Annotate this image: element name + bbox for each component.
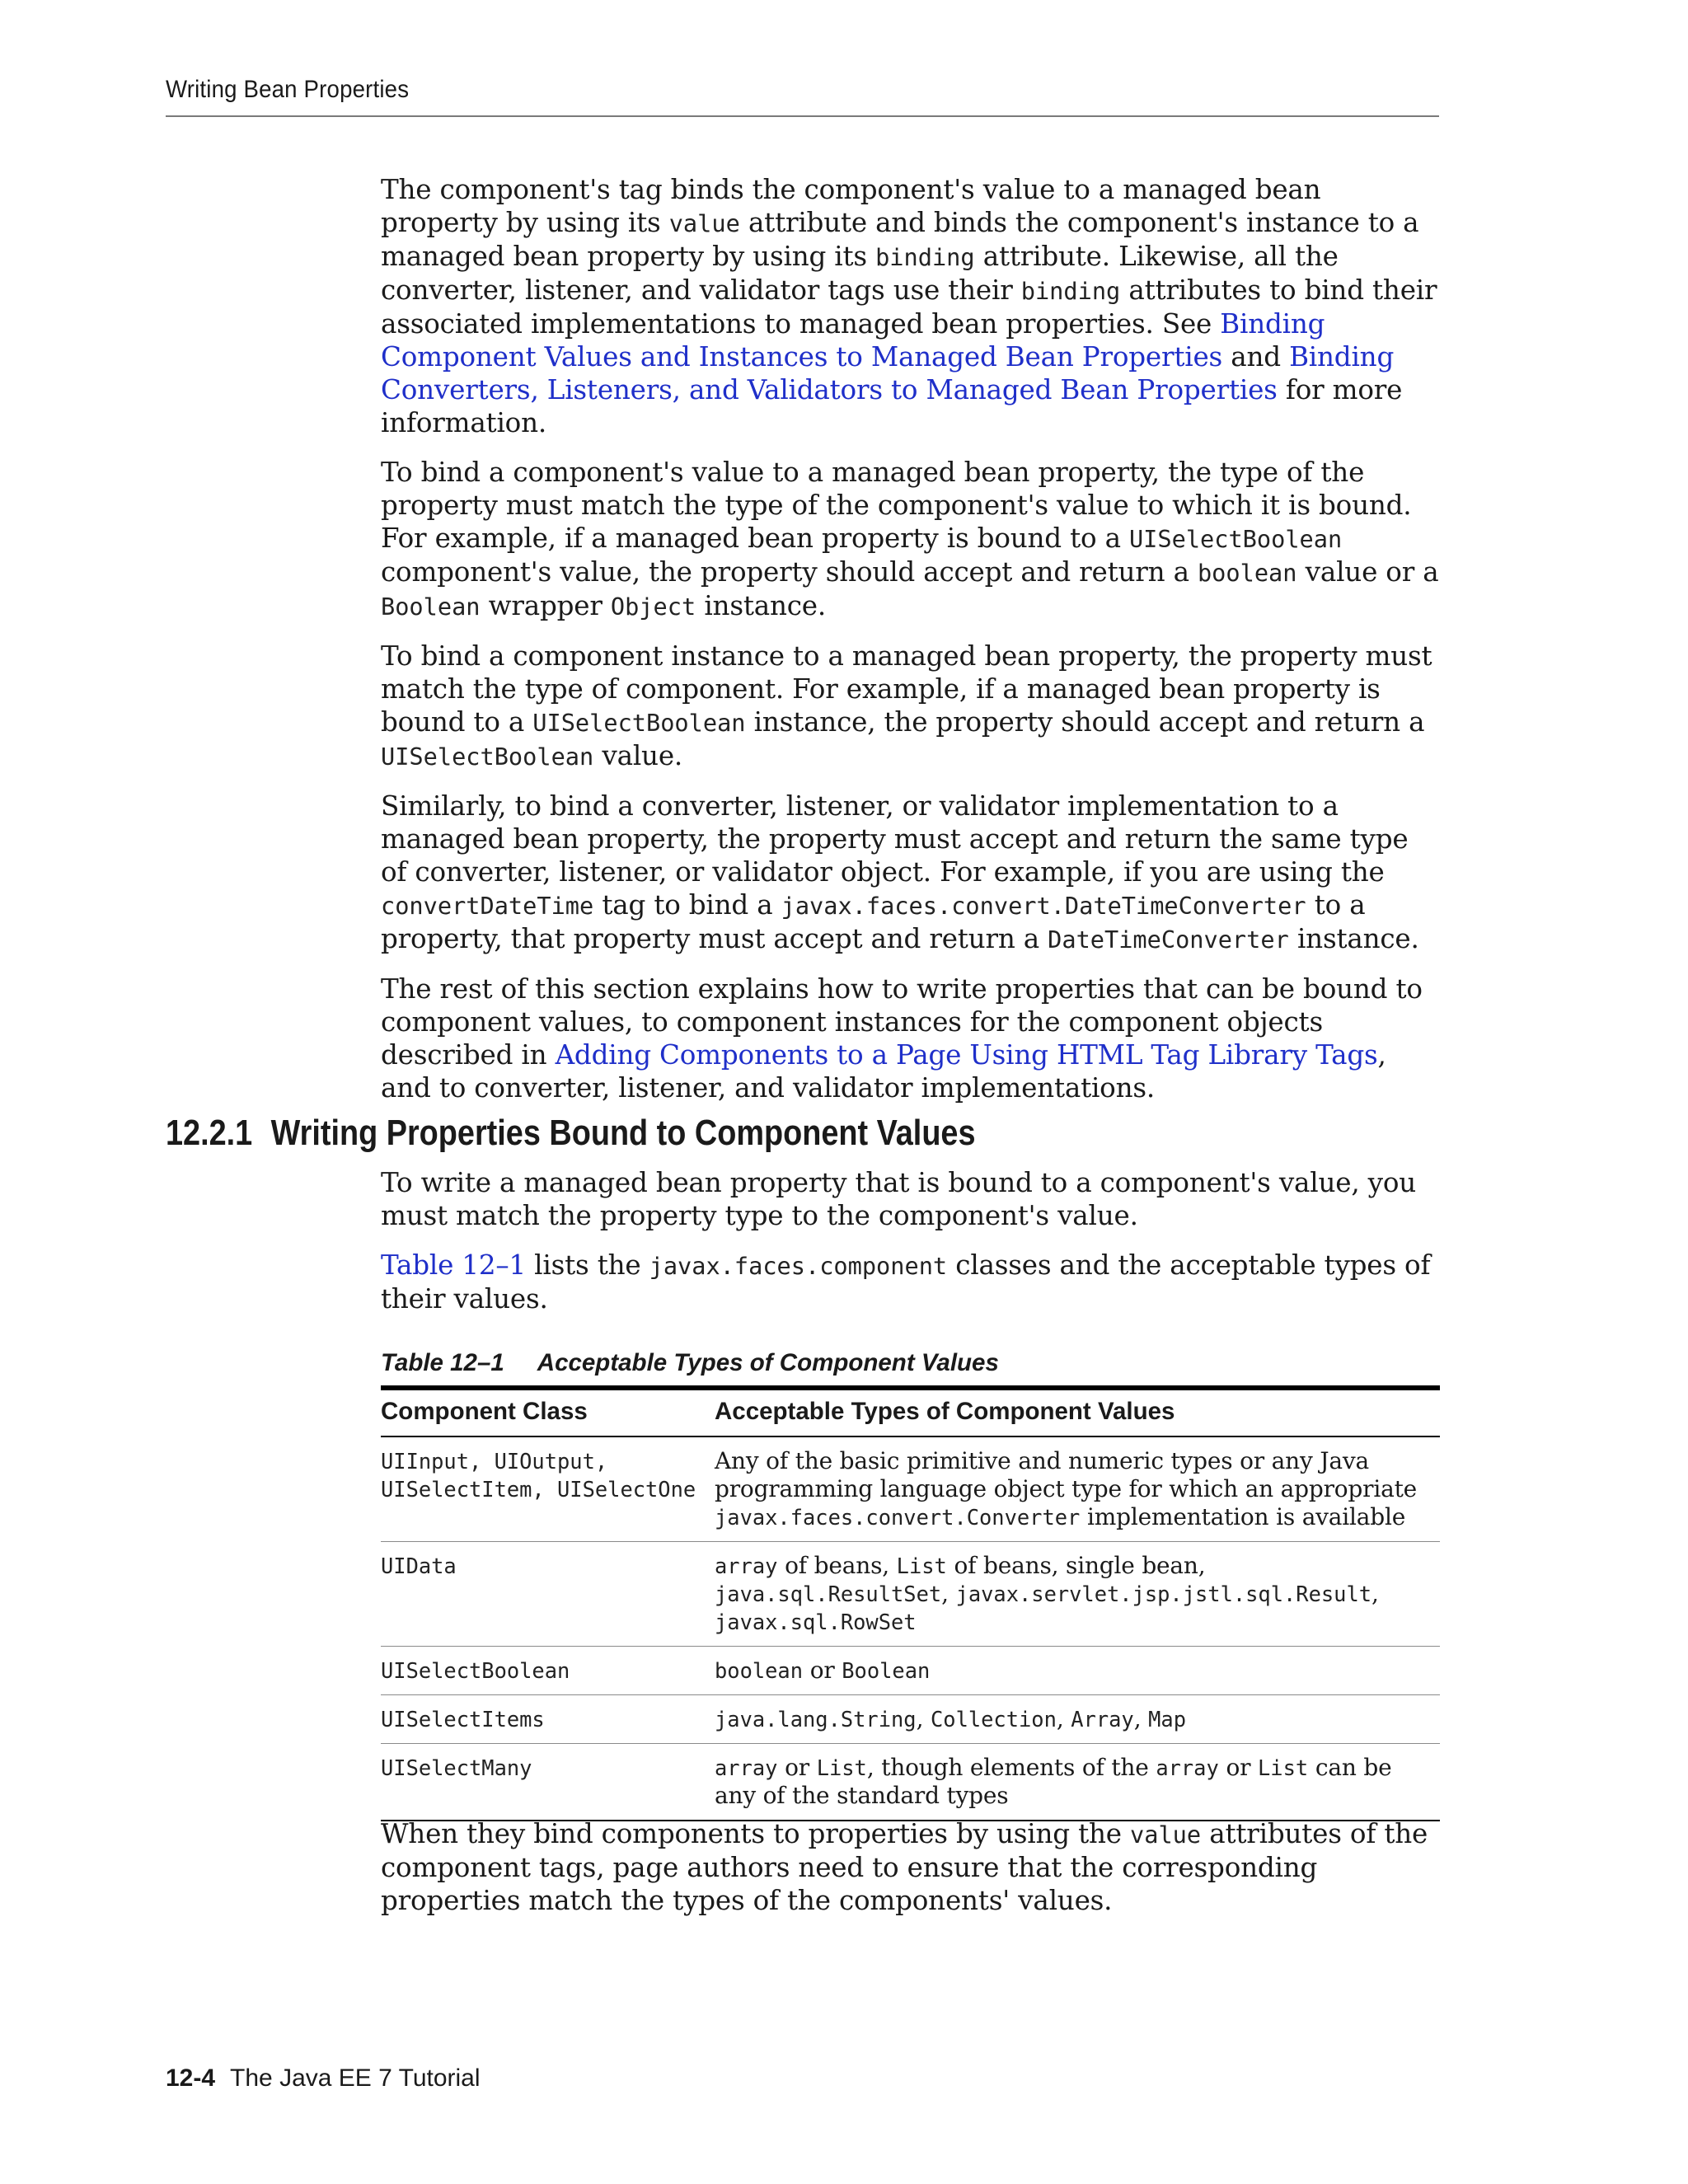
component-class-cell: UISelectItems xyxy=(381,1695,715,1744)
text: To bind a component instance to a managed bean property, the property must match the type of component. For example, if a managed bean property is bound to a xyxy=(381,640,1432,738)
text: , and to converter, listener, and validator implementations. xyxy=(381,1039,1386,1104)
text: , xyxy=(1056,1705,1071,1732)
code-binding: binding xyxy=(1020,277,1121,305)
class-line: UIInput, UIOutput, xyxy=(381,1449,608,1474)
text: , xyxy=(916,1705,931,1732)
code-javax-faces-component: javax.faces.component xyxy=(649,1252,948,1280)
code: List xyxy=(896,1554,947,1578)
code: javax.faces.convert.Converter xyxy=(715,1505,1081,1530)
code-uiselectboolean: UISelectBoolean xyxy=(1128,525,1343,553)
text: instance. xyxy=(696,590,827,621)
text: attribute. Likewise, all the converter, listener, and validator tags use their xyxy=(381,241,1339,306)
code: Array xyxy=(1071,1707,1134,1732)
component-types-table xyxy=(381,1385,1440,1821)
column-header-acceptable-types: Acceptable Types of Component Values xyxy=(715,1388,1440,1436)
table-row xyxy=(381,1436,1440,1542)
code: Map xyxy=(1148,1707,1186,1732)
code-binding: binding xyxy=(875,243,975,271)
section-body xyxy=(381,1166,1440,1332)
link-adding-components[interactable]: Adding Components to a Page Using HTML Tag Library Tags xyxy=(555,1039,1378,1071)
class-line: UISelectItem, UISelectOne xyxy=(381,1477,696,1502)
code-boolean: boolean xyxy=(1197,559,1297,587)
code: java.sql.ResultSet xyxy=(715,1582,942,1606)
paragraph-binding-overview xyxy=(381,173,1440,439)
text: , though elements of the xyxy=(866,1754,1156,1781)
table-header-row xyxy=(381,1388,1440,1436)
text: classes and the acceptable types of their values. xyxy=(381,1249,1431,1315)
code-value: value xyxy=(668,209,740,237)
component-class-cell: UIData xyxy=(381,1542,715,1647)
table-row xyxy=(381,1647,1440,1695)
section-number: 12.2.1 xyxy=(166,1113,253,1153)
table-title xyxy=(381,1349,999,1377)
text: or xyxy=(1218,1754,1259,1781)
code: java.lang.String xyxy=(715,1707,917,1732)
link-binding-component-values[interactable]: Binding Component Values and Instances to Managed Bean Properties xyxy=(381,308,1325,373)
text: and xyxy=(1222,341,1290,373)
code: array xyxy=(715,1755,778,1780)
text: Any of the basic primitive and numeric types or any Java programming language object type for which an appropriate xyxy=(715,1447,1418,1502)
text: or xyxy=(777,1754,817,1781)
paragraph-table-intro xyxy=(381,1249,1440,1315)
acceptable-types-cell xyxy=(715,1436,1440,1542)
acceptable-types-cell xyxy=(715,1647,1440,1695)
text: of beans, single bean, xyxy=(946,1552,1206,1579)
acceptable-types-cell xyxy=(715,1695,1440,1744)
component-class-cell xyxy=(381,1436,715,1542)
paragraph-closing xyxy=(381,1817,1440,1917)
code-boolean-wrapper: Boolean xyxy=(381,593,481,621)
header-rule xyxy=(166,115,1439,117)
code: javax.servlet.jsp.jstl.sql.Result xyxy=(955,1582,1372,1606)
text: of beans, xyxy=(777,1552,897,1579)
paragraph-write-property: To write a managed bean property that is bound to a component's value, you must match the property type to the component's value. xyxy=(381,1167,1417,1231)
code: Boolean xyxy=(842,1658,931,1683)
acceptable-types-cell xyxy=(715,1744,1440,1821)
text: instance. xyxy=(1288,923,1419,954)
text: , xyxy=(1372,1580,1379,1607)
text: wrapper xyxy=(480,590,611,621)
code: javax.sql.RowSet xyxy=(715,1610,917,1634)
text: implementation is available xyxy=(1080,1503,1406,1530)
text: lists the xyxy=(526,1249,649,1281)
code: array xyxy=(1156,1755,1219,1780)
text: The component's tag binds the component's value to a managed bean property by using its xyxy=(381,174,1321,238)
text: attributes of the component tags, page authors need to ensure that the corresponding properties match the types of the components' values. xyxy=(381,1818,1428,1916)
code: Collection xyxy=(931,1707,1057,1732)
code: array xyxy=(715,1554,778,1578)
text: or xyxy=(803,1657,842,1684)
code-uiselectboolean: UISelectBoolean xyxy=(532,709,746,737)
code-datetimeconverter-class: javax.faces.convert.DateTimeConverter xyxy=(781,892,1306,920)
text: component's value, the property should accept and return a xyxy=(381,556,1198,588)
table-row xyxy=(381,1695,1440,1744)
component-class-cell: UISelectBoolean xyxy=(381,1647,715,1695)
code: List xyxy=(816,1755,867,1780)
text: value. xyxy=(593,740,683,771)
paragraph-section-overview xyxy=(381,972,1440,1104)
running-header: Writing Bean Properties xyxy=(166,76,410,103)
link-binding-converters[interactable]: Binding Converters, Listeners, and Validators to Managed Bean Properties xyxy=(381,341,1395,405)
table-label: Table 12–1 xyxy=(381,1349,504,1376)
text: instance, the property should accept and return a xyxy=(745,706,1425,738)
text: for more information. xyxy=(381,374,1403,438)
text: Similarly, to bind a converter, listener, or validator implementation to a managed bean property, the property must accept and return the same type of converter, listener, or validator object. For example, if you are using the xyxy=(381,790,1409,888)
text: tag to bind a xyxy=(593,889,781,921)
table-caption: Acceptable Types of Component Values xyxy=(537,1349,999,1376)
link-table-12-1[interactable]: Table 12–1 xyxy=(381,1249,527,1281)
column-header-component-class: Component Class xyxy=(381,1388,715,1436)
text: When they bind components to properties by using the xyxy=(381,1818,1131,1849)
text: value or a xyxy=(1296,556,1439,588)
text: , xyxy=(941,1580,956,1607)
code-uiselectboolean: UISelectBoolean xyxy=(381,743,594,771)
code-object: Object xyxy=(610,593,696,621)
text: To bind a component's value to a managed bean property, the type of the property must match the type of the component's value to which it is bound. For example, if a managed bean property is bound to a xyxy=(381,457,1412,554)
closing-section xyxy=(381,1817,1440,1933)
code-value: value xyxy=(1130,1821,1202,1849)
intro-section xyxy=(381,173,1440,1121)
code-convertdatetime: convertDateTime xyxy=(381,892,594,920)
table-row xyxy=(381,1744,1440,1821)
code-datetimeconverter: DateTimeConverter xyxy=(1048,926,1289,954)
code: boolean xyxy=(715,1658,804,1683)
acceptable-types-cell xyxy=(715,1542,1440,1647)
paragraph-bind-value xyxy=(381,456,1440,623)
page-footer xyxy=(166,2064,481,2093)
code: List xyxy=(1258,1755,1309,1780)
table-row xyxy=(381,1542,1440,1647)
page-number: 12-4 xyxy=(166,2064,216,2092)
book-title: The Java EE 7 Tutorial xyxy=(230,2064,481,2092)
text: attributes to bind their associated implementations to managed bean properties. See xyxy=(381,274,1437,340)
section-heading xyxy=(166,1113,976,1154)
text: , xyxy=(1133,1705,1149,1732)
text: attribute and binds the component's instance to a managed bean property by using its xyxy=(381,207,1419,272)
paragraph-bind-converter xyxy=(381,790,1440,956)
text: to a property, that property must accept and return a xyxy=(381,889,1366,954)
paragraph-bind-instance xyxy=(381,640,1440,773)
component-class-cell: UISelectMany xyxy=(381,1744,715,1821)
text: The rest of this section explains how to write properties that can be bound to component values, to component instances for the component objects described in xyxy=(381,973,1423,1071)
text: can be any of the standard types xyxy=(715,1754,1392,1809)
section-title: Writing Properties Bound to Component Values xyxy=(270,1113,976,1153)
